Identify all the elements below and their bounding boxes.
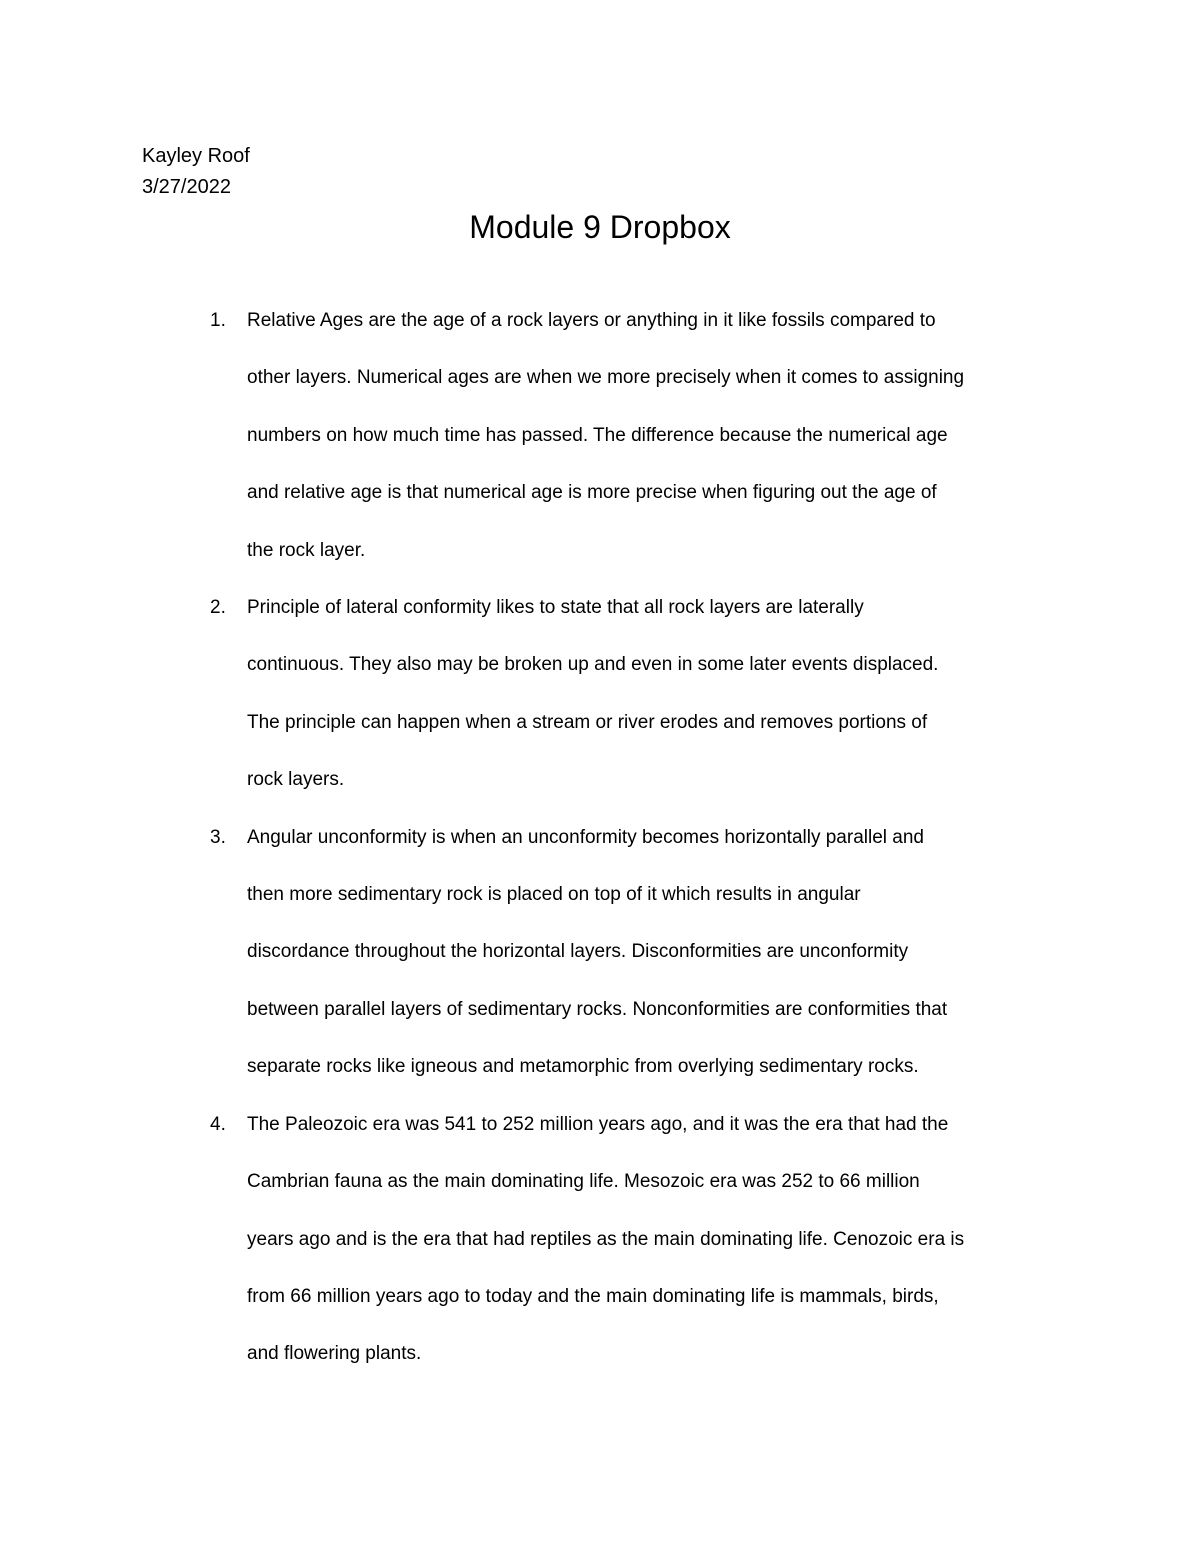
- answer-text-line: discordance throughout the horizontal layers. Disconformities are unconformity: [247, 941, 909, 963]
- answer-text-line: Angular unconformity is when an unconformity becomes horizontally parallel and: [247, 826, 924, 848]
- answer-text-line: from 66 million years ago to today and the main dominating life is mammals, birds,: [247, 1285, 939, 1307]
- answer-text-line: Relative Ages are the age of a rock layers or anything in it like fossils compared to: [247, 310, 936, 331]
- answer-text-line: Cambrian fauna as the main dominating life. Mesozoic era was 252 to 66 million: [247, 1171, 920, 1193]
- answer-text-line: the rock layer.: [247, 539, 366, 561]
- answer-text-line: rock layers.: [247, 769, 345, 791]
- answer-text-line: other layers. Numerical ages are when we more precisely when it comes to assigning: [247, 367, 965, 389]
- author-name: Kayley Roof: [142, 145, 250, 167]
- answer-text-line: The Paleozoic era was 541 to 252 million years ago, and it was the era that had the: [247, 1113, 949, 1135]
- answer-text-line: and flowering plants.: [247, 1343, 422, 1365]
- answer-list: [0, 292, 1200, 1383]
- answer-text-line: continuous. They also may be broken up and even in some later events displaced.: [247, 654, 939, 676]
- answer-item: [0, 292, 1065, 579]
- answer-text-line: numbers on how much time has passed. The difference because the numerical age: [247, 424, 948, 446]
- answer-number: 1.: [210, 310, 226, 331]
- answer-number: 4.: [210, 1113, 226, 1135]
- answer-number: 3.: [210, 826, 226, 848]
- answer-text-line: Principle of lateral conformity likes to state that all rock layers are laterally: [247, 597, 864, 619]
- answer-text-line: The principle can happen when a stream or river erodes and removes portions of: [247, 711, 928, 733]
- answer-item: [0, 1096, 1065, 1383]
- answer-text-line: and relative age is that numerical age is more precise when figuring out the age of: [247, 482, 937, 504]
- page-title: Module 9 Dropbox: [469, 209, 731, 245]
- answer-text-line: separate rocks like igneous and metamorphic from overlying sedimentary rocks.: [247, 1056, 919, 1078]
- answer-text-line: then more sedimentary rock is placed on top of it which results in angular: [247, 884, 861, 906]
- answer-text-line: between parallel layers of sedimentary rocks. Nonconformities are conformities that: [247, 998, 948, 1020]
- answer-text-line: years ago and is the era that had reptiles as the main dominating life. Cenozoic era is: [247, 1228, 965, 1250]
- answer-item: [0, 579, 1065, 809]
- document-date: 3/27/2022: [142, 176, 231, 198]
- answer-number: 2.: [210, 597, 226, 619]
- answer-item: [0, 809, 1065, 1096]
